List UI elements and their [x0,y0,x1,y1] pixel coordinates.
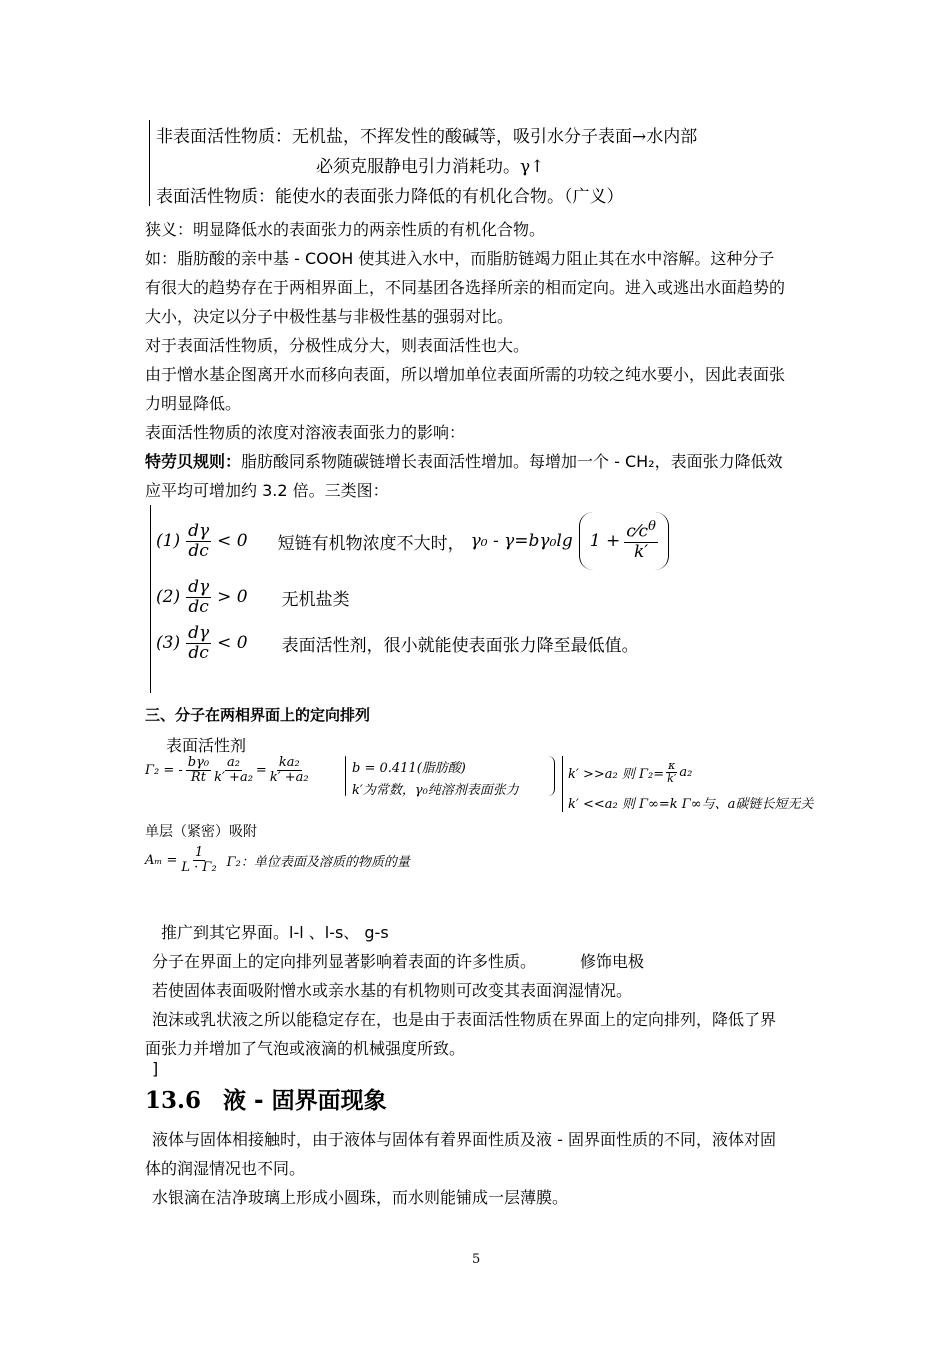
case-1-ratio [624,520,658,561]
area-description: Γ₂：单位表面及溶质的物质的量 [226,855,410,871]
polarity-line: 对于表面活性物质，分极性成分大，则表面活性也大。 [145,336,530,355]
area-lhs: Aₘ = [145,853,178,869]
case-2-label: (2) [156,587,181,608]
example-line-3: 大小，决定以分子中极性基与非极性基的强弱对比。 [145,307,514,326]
foam-line-1: 泡沫或乳状液之所以能稳定存在，也是由于表面活性物质在界面上的定向排列，降低了界 [152,1010,777,1029]
gibbs-frac-2 [214,756,253,786]
section-3-heading: 三、分子在两相界面上的定向排列 [145,706,371,724]
liquid-solid-line-2: 体的润湿情况也不同。 [145,1159,306,1178]
hydrophobic-line-2: 力明显降低。 [145,394,242,413]
modified-electrode: 修饰电极 [580,952,645,971]
example-line-1: 如：脂肪酸的亲中基 - COOH 使其进入水中，而脂肪链竭力阻止其在水中溶解。这种分子 [145,249,775,268]
condition-1 [568,760,692,785]
case-3-label: (3) [156,633,181,654]
traube-line-1 [145,449,783,472]
constants-brace [345,756,346,796]
case-2-derivative [186,578,211,616]
area-frac-num: 1 [194,845,204,860]
k-constant: k′为常数，γ₀纯溶剂表面张力 [352,783,519,798]
traube-line-2: 应平均可增加约 3.2 倍。三类图： [145,481,389,500]
area-frac [181,846,216,876]
narrow-definition: 狭义：明显降低水的表面张力的两亲性质的有机化合物。 [145,220,546,239]
case-2-denominator: dc [188,596,209,617]
section-title: 液 - 固界面现象 [223,1088,387,1114]
section-number: 13.6 [145,1087,202,1114]
case-1-label: (1) [156,531,181,551]
condition-2: k′ <<a₂ 则 Γ∞=k Γ∞与、a碳链长短无关 [568,797,814,812]
conditions-brace [562,756,563,812]
case-3-condition: < 0 [217,633,248,654]
traube-rule-text: 脂肪酸同系物随碳链增长表面活性增加。每增加一个 - CH₂，表面张力降低效 [241,452,783,471]
case-2-condition: > 0 [217,587,248,608]
foam-line-2: 面张力并增加了气泡或液滴的机械强度所致。 [145,1039,466,1058]
traube-rule-label: 特劳贝规则： [145,452,242,471]
case-1-kprime: k′ [633,541,649,562]
mercury-water-line: 水银滴在洁净玻璃上形成小圆珠，而水则能铺成一层薄膜。 [152,1188,569,1207]
influence-line: 表面活性物质的浓度对溶液表面张力的影响： [145,423,466,442]
case-1-numerator: dγ [188,520,210,541]
condition-1-frac-den: k′ [667,772,677,786]
condition-1-frac-num: κ [668,759,676,772]
equals-sign: = [255,763,267,779]
gibbs-frac-1-num: bγ₀ [187,755,210,770]
case-3-numerator: dγ [188,623,210,643]
case-2-numerator: dγ [188,577,210,597]
gibbs-frac-3-den: k′ +a₂ [269,770,309,786]
case-2 [156,578,350,616]
surfactant-line: 表面活性物质：能使水的表面张力降低的有机化合物。（广义） [156,187,624,207]
case-1-formula: γ₀ - γ=bγ₀lg [470,531,573,551]
monolayer-adsorption: 单层（紧密）吸附 [145,824,257,840]
constants-close-brace [548,756,555,796]
surfactant-label: 表面活性剂 [166,736,247,755]
extend-interfaces: 推广到其它界面。l-l 、l-s、 g-s [161,923,389,942]
orientation-line: 分子在界面上的定向排列显著影响着表面的许多性质。 [152,952,537,971]
gamma-lhs: Γ₂ = - [145,763,183,779]
condition-1-text: k′ >>a₂ 则 Γ₂= [568,767,665,783]
gibbs-equation [145,756,309,786]
case-3 [156,624,639,662]
electrostatic-line: 必须克服静电引力消耗功。γ↑ [316,157,545,177]
case-1-text: 短链有机物浓度不大时， [277,533,465,554]
classification-brace [149,120,150,206]
gibbs-frac-3 [270,756,309,786]
case-3-text: 表面活性剂，很小就能使表面张力降至最低值。 [281,635,639,656]
gibbs-frac-1-den: Rt [190,770,206,786]
gibbs-frac-1 [186,756,211,786]
case-1-one: 1 + [589,531,621,551]
example-line-2: 有很大的趋势存在于两相界面上，不同基团各选择所亲的相而定向。进入或逃出水面趋势的 [145,278,786,297]
liquid-solid-line-1: 液体与固体相接触时，由于液体与固体有着界面性质及液 - 固界面性质的不同，液体对固 [152,1130,776,1149]
gibbs-frac-2-num: a₂ [227,755,240,770]
area-equation [145,846,410,876]
case-3-derivative [186,624,211,662]
case-2-text: 无机盐类 [281,589,350,610]
case-1 [156,512,669,570]
area-frac-den: L · Γ₂ [181,860,217,876]
closing-bracket: ] [152,1059,159,1078]
hydrophobic-line-1: 由于憎水基企图离开水而移向表面，所以增加单位表面所需的功较之纯水要小，因此表面张 [145,365,786,384]
condition-1-frac [666,760,677,785]
non-surfactant-line: 非表面活性物质：无机盐，不挥发性的酸碱等，吸引水分子表面→水内部 [156,127,698,147]
case-1-c-over-c: $c⁄c^\theta$ [626,519,656,543]
case-1-condition: < 0 [217,531,248,551]
b-constant: b = 0.411(脂肪酸) [352,761,466,776]
gibbs-frac-3-num: ka₂ [278,755,300,770]
page-number: 5 [472,1252,481,1267]
condition-1-a2: a₂ [679,765,693,781]
case-1-paren [579,512,669,570]
cases-brace [150,505,151,693]
case-1-denominator: dc [188,540,209,561]
gibbs-frac-2-den: k′ +a₂ [214,770,253,786]
section-13-6-heading [145,1082,387,1115]
case-1-derivative [186,522,211,560]
case-3-denominator: dc [188,642,209,663]
wetting-line: 若使固体表面吸附憎水或亲水基的有机物则可改变其表面润湿情况。 [152,981,633,1000]
